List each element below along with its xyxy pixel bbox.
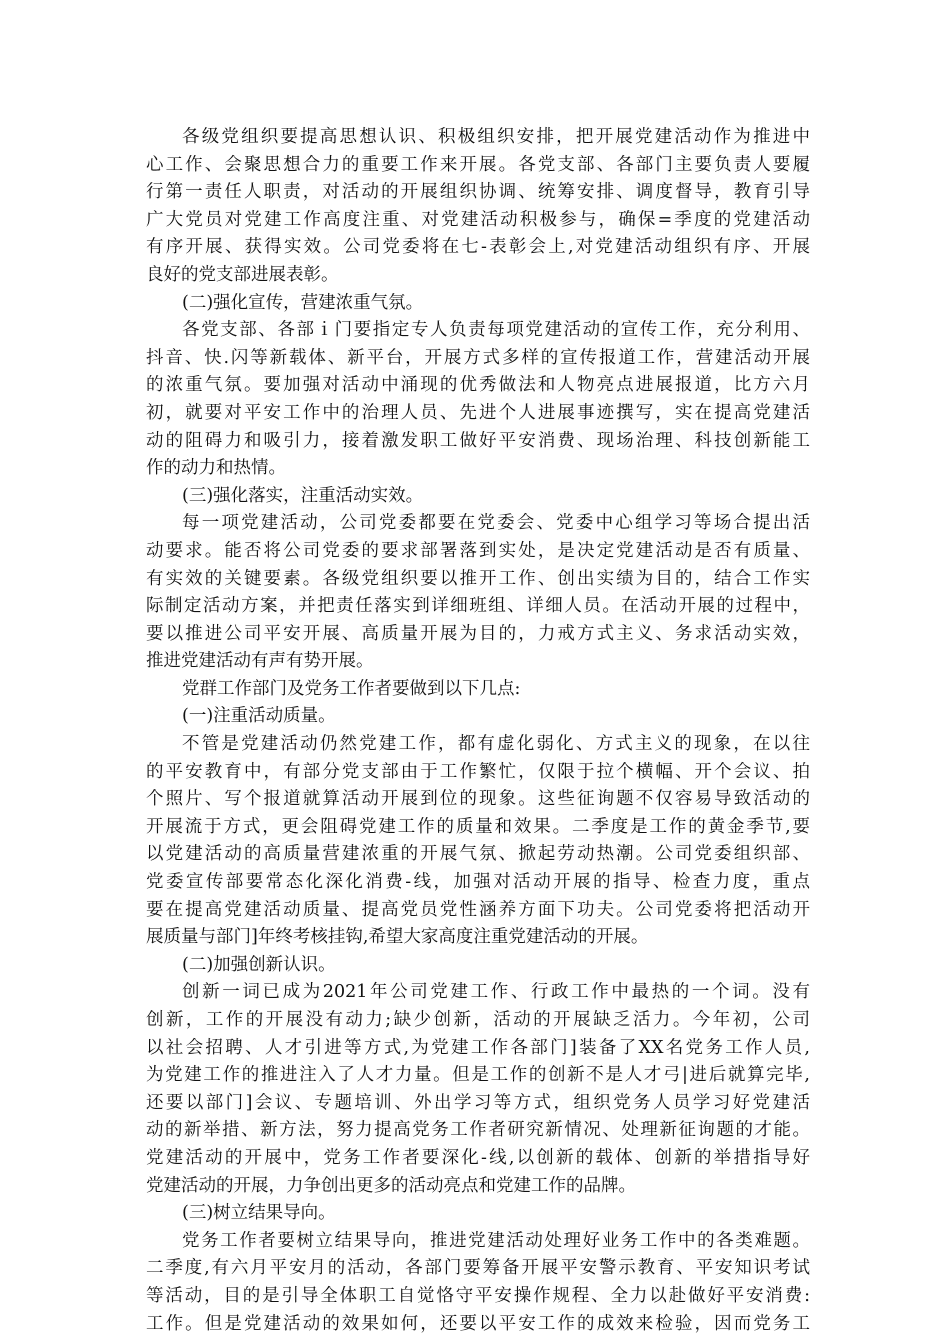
text-line: 推进党建活动有声有势开展。 xyxy=(146,651,374,672)
text-line: 党委宣传部要常态化深化消费-线，加强对活动开展的指导、检查力度，重点 xyxy=(146,872,810,893)
text-line: 不管是党建活动仍然党建工作，都有虚化弱化、方式主义的现象，在以往 xyxy=(182,734,810,755)
text-line: 等活动，目的是引导全体职工自觉恪守平安操作规程、全力以赴做好平安消费: xyxy=(146,1285,810,1306)
text-line: 广大党员对党建工作高度注重、对党建活动积极参与，确保=季度的党建活动 xyxy=(146,209,810,230)
text-line: (三)树立结果导向。 xyxy=(182,1203,336,1224)
text-line: 以社会招聘、人才引进等方式,为党建工作各部门]装备了XX名党务工作人员, xyxy=(146,1037,810,1058)
text-line: 党群工作部门及党务工作者要做到以下几点: xyxy=(182,678,521,699)
document-body xyxy=(146,124,810,1338)
text-line: 各级党组织要提高思想认识、积极组织安排，把开展党建活动作为推进中 xyxy=(182,127,810,147)
text-line: 际制定活动方案，并把责任落实到详细班组、详细人员。在活动开展的过程中， xyxy=(146,596,810,617)
text-line: 开展流于方式，更会阻碍党建工作的质量和效果。二季度是工作的黄金季节,要 xyxy=(146,816,810,837)
text-line: 的平安教育中，有部分党支部由于工作繁忙，仅限于拉个横幅、开个会议、拍 xyxy=(146,761,810,782)
text-line: 有实效的关键要素。各级党组织要以推开工作、创出实绩为目的，结合工作实 xyxy=(146,568,810,589)
text-line: 初，就要对平安工作中的治理人员、先进个人进展事迹撰写，实在提高党建活 xyxy=(146,402,810,423)
text-line: 每一项党建活动，公司党委都要在党委会、党委中心组学习等场合提出活 xyxy=(182,513,810,534)
text-line: 二季度,有六月平安月的活动，各部门要筹备开展平安警示教育、平安知识考试 xyxy=(146,1258,810,1279)
text-line: 作的动力和热情。 xyxy=(146,458,286,479)
text-line: 的浓重气氛。要加强对活动中涌现的优秀做法和人物亮点进展报道，比方六月 xyxy=(146,375,810,396)
text-line: 以党建活动的高质量营建浓重的开展气氛、掀起劳动热潮。公司党委组织部、 xyxy=(146,844,810,865)
text-line: (三)强化落实，注重活动实效。 xyxy=(182,485,424,506)
text-line: 党建活动的开展，力争创出更多的活动亮点和党建工作的品牌。 xyxy=(146,1175,636,1196)
text-line: 动的新举措、新方法，努力提高党务工作者研究新情况、处理新征询题的才能。 xyxy=(146,1120,810,1141)
text-line: 行第一责任人职责，对活动的开展组织协调、统筹安排、调度督导，教育引导 xyxy=(146,182,810,203)
text-line: 良好的党支部进展表彰。 xyxy=(146,264,339,285)
text-line: 动要求。能否将公司党委的要求部署落到实处，是决定党建活动是否有质量、 xyxy=(146,540,810,561)
text-line: 还要以部门]会议、专题培训、外出学习等方式，组织党务人员学习好党建活 xyxy=(146,1092,810,1113)
text-line: 创新一词已成为2021年公司党建工作、行政工作中最热的一个词。没有 xyxy=(182,982,810,1003)
text-line: 动的阻碍力和吸引力，接着激发职工做好平安消费、现场治理、科技创新能工 xyxy=(146,430,810,451)
text-line: 党建活动的开展中，党务工作者要深化-线,以创新的载体、创新的举措指导好 xyxy=(146,1147,810,1168)
text-line: 工作。但是党建活动的效果如何，还要以平安工作的成效来检验，因而党务工 xyxy=(146,1313,810,1334)
text-line: 创新，工作的开展没有动力;缺少创新，活动的开展缺乏活力。今年初，公司 xyxy=(146,1010,810,1030)
text-line: (二)加强创新认识。 xyxy=(182,954,336,975)
text-line: 各党支部、各部ｉ门要指定专人负责每项党建活动的宣传工作，充分利用、 xyxy=(182,320,810,341)
text-line: (二)强化宣传，营建浓重气氛。 xyxy=(182,292,424,313)
text-line: 有序开展、获得实效。公司党委将在七-表彰会上,对党建活动组织有序、开展 xyxy=(146,237,810,258)
text-line: 为党建工作的推进注入了人才力量。但是工作的创新不是人才弓|进后就算完毕, xyxy=(146,1065,810,1086)
text-line: 党务工作者要树立结果导向，推进党建活动处理好业务工作中的各类难题。 xyxy=(182,1230,810,1251)
text-line: 心工作、会聚思想合力的重要工作来开展。各党支部、各部门主要负责人要履 xyxy=(146,154,810,175)
text-line: 要在提高党建活动质量、提高党员党性涵养方面下功夫。公司党委将把活动开 xyxy=(146,899,810,920)
text-line: 展质量与部门]年终考核挂钩,希望大家高度注重党建活动的开展。 xyxy=(146,927,649,948)
text-line: 个照片、写个报道就算活动开展到位的现象。这些征询题不仅容易导致活动的 xyxy=(146,789,810,810)
text-line: (一)注重活动质量。 xyxy=(182,706,336,727)
text-line: 要以推进公司平安开展、高质量开展为目的，力戒方式主义、务求活动实效， xyxy=(146,623,810,644)
text-line: 抖音、快.闪等新载体、新平台，开展方式多样的宣传报道工作，营建活动开展 xyxy=(146,347,810,368)
